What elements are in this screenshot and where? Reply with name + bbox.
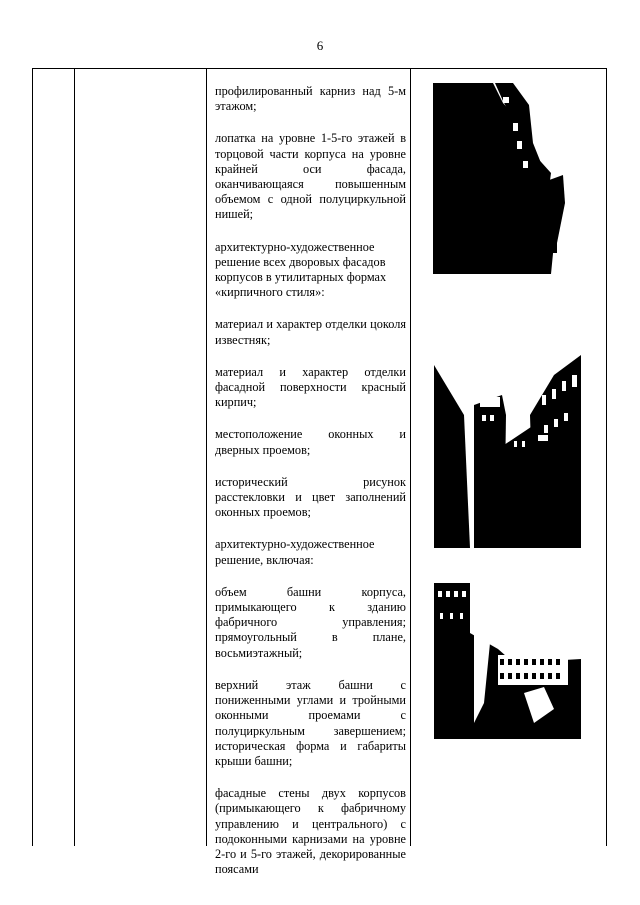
page-number: 6 [316, 38, 324, 53]
building-facade-photo-1 [433, 83, 585, 274]
feature-item: материал и характер отделки цоколя известняк; [215, 317, 406, 347]
feature-item: профилированный карниз над 5-м этажом; [215, 84, 406, 114]
column-divider-3 [410, 68, 411, 846]
feature-item: архитектурно-художественное решение, включая: [215, 537, 375, 567]
feature-item: местоположение оконных и дверных проемов; [215, 427, 406, 457]
feature-item: фасадные стены двух корпусов (примыкающего к фабричному управлению и центрального) с подоконными карнизами на уровне 2-го и 5-го этажей, декорированные поясами [215, 786, 406, 877]
column-divider-1 [74, 68, 75, 846]
feature-item: исторический рисунок расстекловки и цвет заполнений оконных проемов; [215, 474, 406, 520]
feature-item: лопатка на уровне 1-5-го этажей в торцовой части корпуса на уровне крайней оси фасада, оканчивающаяся повышенным объемом с одной полуциркульной нишей; [215, 131, 406, 222]
column-divider-2 [206, 68, 207, 846]
table-border-left [32, 68, 33, 846]
feature-item: объем башни корпуса, примыкающего к зданию фабричного управления; прямоугольный в плане, восьмиэтажный; [215, 584, 406, 660]
protected-features-cell [215, 84, 406, 894]
feature-item: верхний этаж башни с пониженными углами и тройными оконными проемами с полуциркульным завершением; историческая форма и габариты крыши башни; [215, 677, 406, 768]
building-facade-photo-3 [434, 583, 581, 739]
table-top-border [32, 68, 606, 69]
feature-item: материал и характер отделки фасадной поверхности красный кирпич; [215, 364, 406, 410]
building-facade-photo-2 [434, 355, 581, 548]
feature-item: архитектурно-художественное решение всех дворовых фасадов корпусов в утилитарных формах «кирпичного стиля»: [215, 239, 387, 300]
table-border-right [606, 68, 607, 846]
